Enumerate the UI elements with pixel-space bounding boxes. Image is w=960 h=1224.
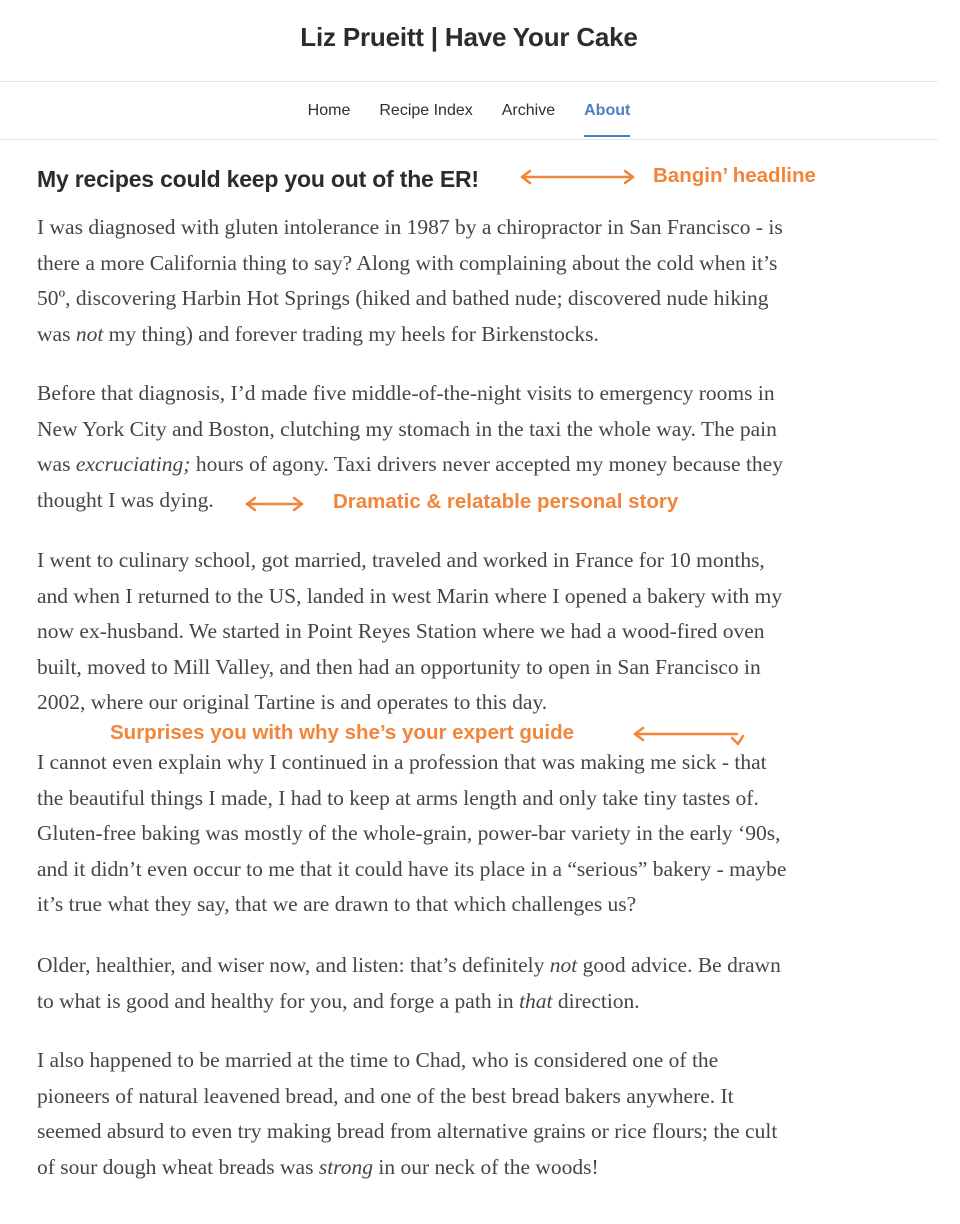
article-paragraph-6 <box>37 1043 907 1185</box>
paragraph-line: I also happened to be married at the time to Chad, who is considered one of the <box>37 1048 719 1072</box>
article-paragraph-4 <box>37 745 907 923</box>
header-divider <box>0 81 938 82</box>
paragraph-line: there a more California thing to say? Along with complaining about the cold when it’s <box>37 250 778 275</box>
paragraph-line: I was diagnosed with gluten intolerance in 1987 by a chiropractor in San Francisco - is <box>37 215 783 239</box>
nav-archive[interactable]: Archive <box>501 102 556 119</box>
article-paragraph-3 <box>37 543 907 721</box>
paragraph-line: now ex-husband. We started in Point Reyes Station where we had a wood-fired oven <box>37 619 765 643</box>
site-title[interactable]: Liz Prueitt | Have Your Cake <box>300 22 638 52</box>
nav-divider <box>0 139 938 140</box>
paragraph-line: built, moved to Mill Valley, and then had an opportunity to open in San Francisco in <box>37 654 761 679</box>
double-arrow-icon <box>519 168 637 186</box>
paragraph-line: Before that diagnosis, I’d made five middle-of-the-night visits to emergency rooms in <box>37 381 775 405</box>
annotation-headline: Bangin’ headline <box>653 164 816 187</box>
paragraph-line: it’s true what they say, that we are drawn to that which challenges us? <box>37 892 637 916</box>
double-arrow-icon <box>244 495 306 513</box>
paragraph-line: I cannot even explain why I continued in a profession that was making me sick - that <box>37 750 767 774</box>
page-headline: My recipes could keep you out of the ER! <box>37 166 479 192</box>
nav-recipe-index[interactable]: Recipe Index <box>379 102 473 119</box>
article-paragraph-1 <box>37 210 907 352</box>
nav-about[interactable]: About <box>584 100 630 122</box>
paragraph-line: Gluten-free baking was mostly of the whole-grain, power-bar variety in the early ‘90s, <box>37 821 781 845</box>
paragraph-line: was excruciating; hours of agony. Taxi drivers never accepted my money because they <box>37 452 783 476</box>
paragraph-line: seemed absurd to even try making bread from alternative grains or rice flours; the cult <box>37 1119 778 1143</box>
nav-home[interactable]: Home <box>307 102 351 119</box>
paragraph-line: thought I was dying. <box>37 487 214 512</box>
paragraph-line: I went to culinary school, got married, traveled and worked in France for 10 months, <box>37 548 765 572</box>
annotation-expert-guide: Surprises you with why she’s your expert guide <box>110 721 575 744</box>
paragraph-line: 50º, discovering Harbin Hot Springs (hiked and bathed nude; discovered nude hiking <box>37 286 769 310</box>
paragraph-line: 2002, where our original Tartine is and operates to this day. <box>37 690 548 714</box>
paragraph-line: of sour dough wheat breads was strong in our neck of the woods! <box>37 1154 599 1179</box>
paragraph-line: and it didn’t even occur to me that it could have its place in a “serious” bakery - maybe <box>37 856 787 881</box>
paragraph-line: New York City and Boston, clutching my stomach in the taxi the whole way. The pain <box>37 416 777 441</box>
paragraph-line: the beautiful things I made, I had to keep at arms length and only take tiny tastes of. <box>37 785 759 810</box>
paragraph-line: pioneers of natural leavened bread, and one of the best bread bakers anywhere. It <box>37 1083 734 1108</box>
paragraph-line: and when I returned to the US, landed in west Marin where I opened a bakery with my <box>37 583 783 608</box>
article-paragraph-5 <box>37 948 907 1019</box>
paragraph-line: Older, healthier, and wiser now, and listen: that’s definitely not good advice. Be drawn <box>37 953 781 977</box>
annotation-personal-story: Dramatic & relatable personal story <box>333 490 679 513</box>
paragraph-line: was not my thing) and forever trading my heels for Birkenstocks. <box>37 321 599 346</box>
main-nav <box>0 100 938 122</box>
arrow-icon <box>632 725 746 747</box>
paragraph-line: to what is good and healthy for you, and forge a path in that direction. <box>37 988 640 1013</box>
